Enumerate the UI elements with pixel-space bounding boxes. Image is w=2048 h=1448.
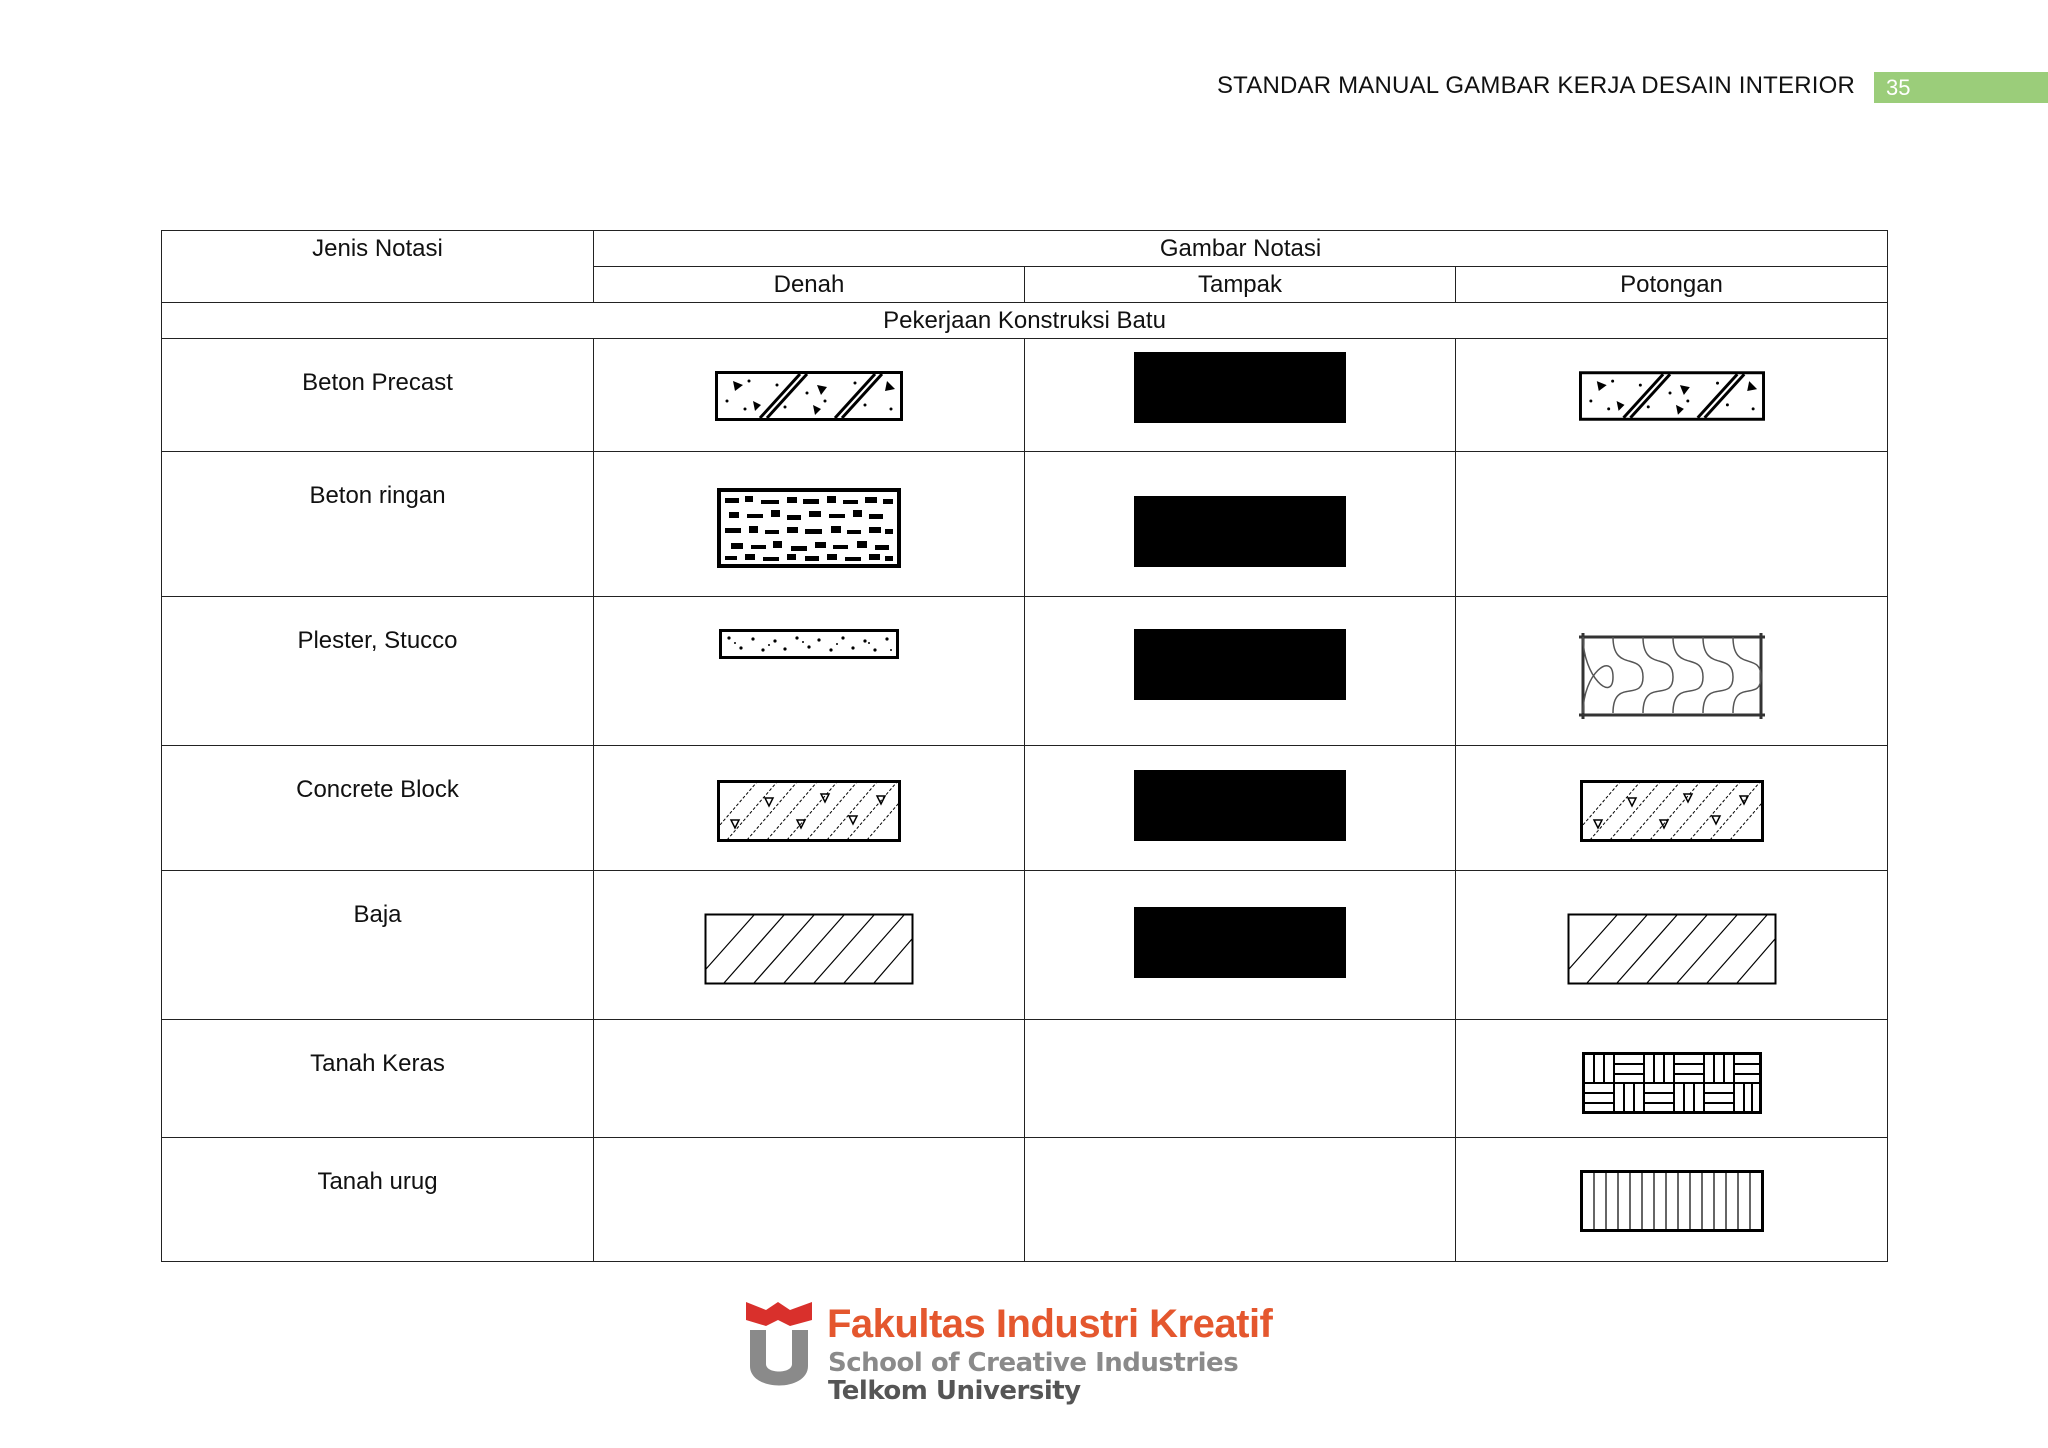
section-header: Pekerjaan Konstruksi Batu [162,303,1888,339]
potongan-cell [1456,1138,1888,1262]
lightweight-concrete-pattern [717,488,901,568]
telkom-logo-icon [744,1300,814,1400]
denah-cell [594,452,1025,597]
subheader-tampak: Tampak [1025,267,1456,303]
concrete-block-pattern [717,780,901,842]
denah-cell [594,339,1025,452]
steel-hatch-pattern [1567,913,1777,985]
school-name: School of Creative Industries [828,1348,1239,1378]
row-label: Concrete Block [162,746,594,871]
solid-elevation-block [1134,496,1346,567]
potongan-cell [1456,746,1888,871]
denah-cell [594,871,1025,1020]
tampak-cell [1025,1138,1456,1262]
table-row [162,1138,1888,1262]
page-number: 35 [1874,72,2048,103]
table-row [162,1020,1888,1138]
table-row [162,452,1888,597]
row-label: Beton Precast [162,339,594,452]
faculty-name: Fakultas Industri Kreatif [827,1302,1273,1346]
potongan-cell [1456,597,1888,746]
potongan-cell [1456,871,1888,1020]
tampak-cell [1025,597,1456,746]
row-label: Baja [162,871,594,1020]
insulation-loop-pattern [1577,633,1767,719]
column-header-jenis-notasi: Jenis Notasi [162,231,594,303]
row-label: Tanah Keras [162,1020,594,1138]
column-header-gambar-notasi: Gambar Notasi [594,231,1888,267]
vertical-lines-pattern [1580,1170,1764,1232]
denah-cell [594,746,1025,871]
table-row [162,339,1888,452]
row-label: Beton ringan [162,452,594,597]
university-name: Telkom University [828,1376,1081,1406]
tampak-cell [1025,746,1456,871]
row-label: Plester, Stucco [162,597,594,746]
potongan-cell [1456,339,1888,452]
solid-elevation-block [1134,352,1346,423]
potongan-cell [1456,1020,1888,1138]
tampak-cell [1025,871,1456,1020]
precast-pattern [1579,371,1765,421]
denah-cell [594,1138,1025,1262]
potongan-cell [1456,452,1888,597]
basketweave-pattern [1582,1052,1762,1114]
precast-pattern [715,371,903,421]
tampak-cell [1025,452,1456,597]
document-header-title: STANDAR MANUAL GAMBAR KERJA DESAIN INTERIOR [1216,72,1855,99]
solid-elevation-block [1134,770,1346,841]
table-row [162,746,1888,871]
notation-table [161,230,1888,1262]
steel-hatch-pattern [704,913,914,985]
denah-cell [594,1020,1025,1138]
table-row [162,597,1888,746]
row-label: Tanah urug [162,1138,594,1262]
concrete-block-pattern [1580,780,1764,842]
table-row [162,871,1888,1020]
subheader-potongan: Potongan [1456,267,1888,303]
denah-cell [594,597,1025,746]
telkom-university-logo [744,1300,1314,1406]
plaster-stucco-pattern [719,629,899,659]
tampak-cell [1025,1020,1456,1138]
tampak-cell [1025,339,1456,452]
subheader-denah: Denah [594,267,1025,303]
solid-elevation-block [1134,629,1346,700]
solid-elevation-block [1134,907,1346,978]
